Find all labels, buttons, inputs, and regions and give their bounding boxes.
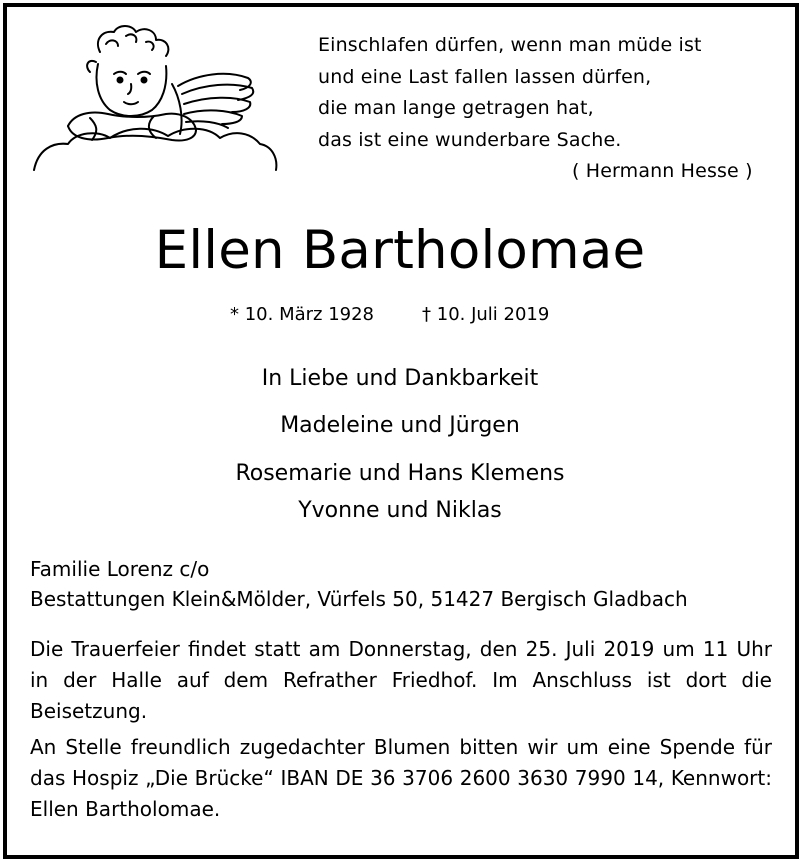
life-dates (230, 304, 549, 325)
funeral-info: Die Trauerfeier findet statt am Donnerstag, den 25. Juli 2019 um 11 Uhr in der Halle auf dem Refrather Friedhof. Im Anschluss ist dort die Beisetzung. (30, 637, 772, 723)
address-line-1: Familie Lorenz c/o (30, 557, 210, 581)
poem-line-2: und eine Last fallen lassen dürfen, (318, 65, 652, 88)
poem-line-1: Einschlafen dürfen, wenn man müde ist (318, 34, 702, 56)
mourners-line-3: Yvonne und Niklas (298, 498, 502, 523)
deceased-name: Ellen Bartholomae (154, 220, 646, 281)
mourners-line-2: Rosemarie und Hans Klemens (235, 461, 565, 486)
address-line-2: Bestattungen Klein&Mölder, Vürfels 50, 51427 Bergisch Gladbach (30, 587, 688, 611)
poem (318, 30, 768, 182)
mourners-intro: In Liebe und Dankbarkeit (261, 366, 539, 391)
donation-info: An Stelle freundlich zugedachter Blumen bitten wir um eine Spende für das Hospiz „Die Brücke“ IBAN DE 36 3706 2600 3630 7990 14, Kennwort: Ellen Bartholomae. (30, 735, 772, 821)
poem-line-4: das ist eine wunderbare Sache. (318, 128, 622, 151)
birth-date: * 10. März 1928 (230, 304, 375, 325)
death-date: † 10. Juli 2019 (422, 304, 550, 325)
mourners-line-1: Madeleine und Jürgen (280, 413, 520, 438)
poem-line-3: die man lange getragen hat, (318, 97, 594, 119)
poem-author: ( Hermann Hesse ) (572, 160, 753, 182)
address-block (30, 554, 772, 614)
angel-illustration (28, 22, 288, 172)
